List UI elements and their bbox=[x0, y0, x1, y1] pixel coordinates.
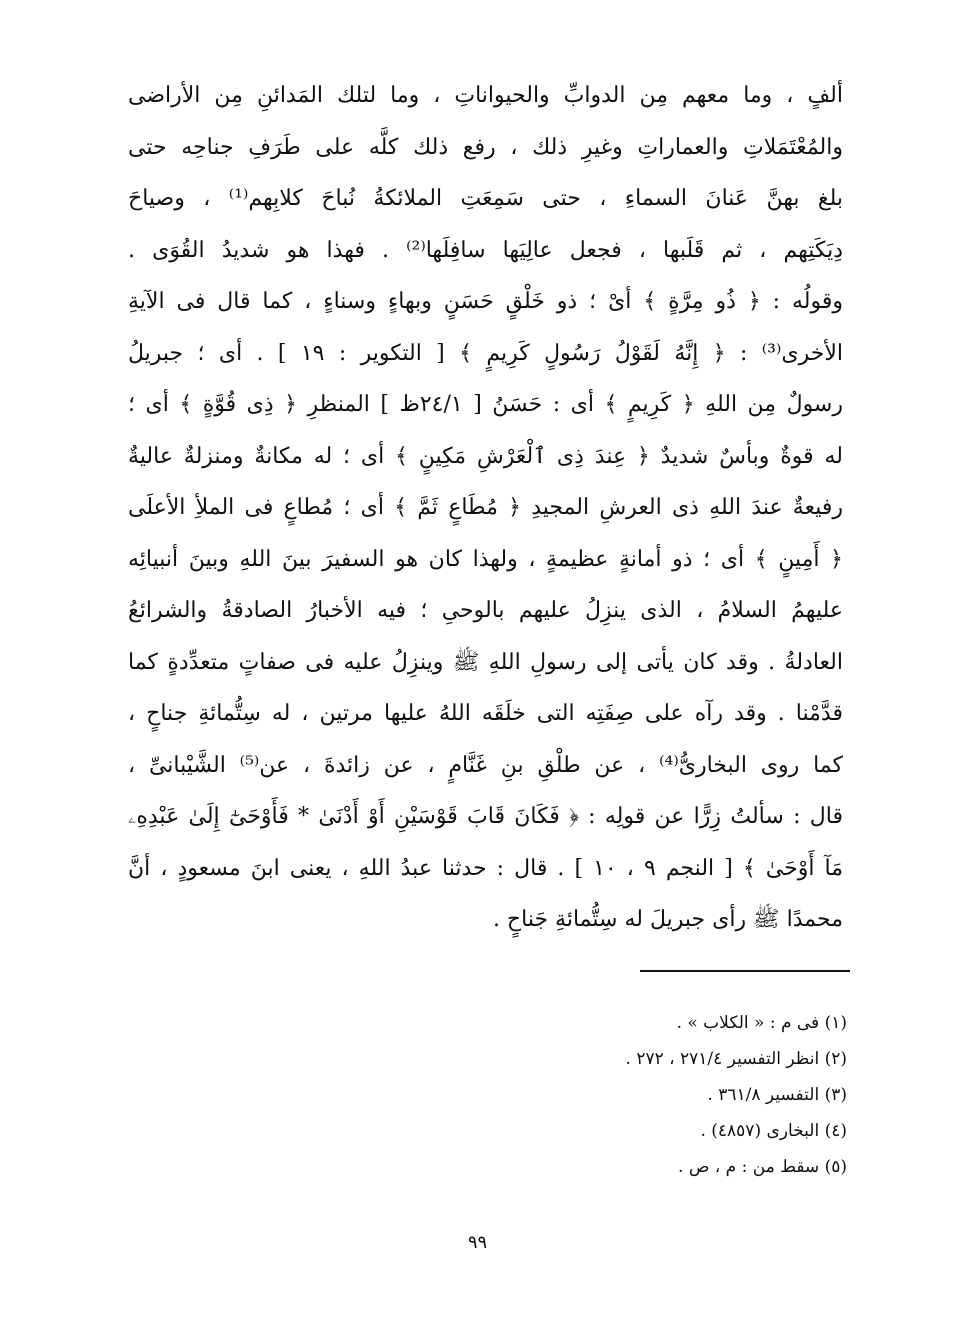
footnote: (٣) التفسير ٣٦١/٨ . bbox=[707, 1085, 847, 1105]
text-line: الأخرى⁽³⁾ : ﴿ إِنَّهُ لَقَوْلُ رَسُولٍ كَرِيمٍ ﴾ [ التكوير : ١٩ ] . أى ؛ جبريلُ bbox=[128, 340, 844, 366]
footnotes-block bbox=[347, 1005, 847, 1185]
text-line: ألفٍ ، وما معهم مِن الدوابِّ والحيواناتِ ، وما لتلك المَدائنِ مِن الأراضى bbox=[128, 83, 843, 108]
footnote: (٥) سقط من : م ، ص . bbox=[678, 1157, 847, 1177]
footnote: (٤) البخارى (٤٨٥٧) . bbox=[700, 1121, 847, 1141]
text-line: دِيَكَتِهم ، ثم قَلَبها ، فجعل عالِيَها سافِلَها⁽²⁾ . فهذا هو شديدُ القُوَى . bbox=[128, 237, 843, 263]
text-line: قال : سألتُ زِرًّا عن قولِه : ﴿ فَكَانَ قَابَ قَوْسَيْنِ أَوْ أَدْنَىٰ * فَأَوْحَىٰٓ إِلَىٰ عَبْدِهِۦ bbox=[128, 804, 843, 829]
text-line: مَآ أَوْحَىٰ ﴾ [ النجم ٩ ، ١٠ ] . قال : حدثنا عبدُ اللهِ ، يعنى ابنَ مسعودٍ ، أنَّ bbox=[128, 855, 843, 881]
footnote: (٢) انظر التفسير ٢٧١/٤ ، ٢٧٢ . bbox=[625, 1049, 847, 1069]
main-text-block bbox=[128, 70, 843, 946]
text-line: رفيعةٌ عندَ اللهِ ذى العرشِ المجيدِ ﴿ مُطَاعٍ ثَمَّ ﴾ أى ؛ مُطاعٍ فى الملأِ الأعلَى bbox=[128, 495, 843, 520]
text-line-last: محمدًا ﷺ رأى جبريلَ له سِتُّمائةِ جَناحٍ . bbox=[492, 907, 843, 932]
text-line: كما روى البخارىُّ⁽⁴⁾ ، عن طلْقِ بنِ غَنَّامٍ ، عن زائدةَ ، عن⁽⁵⁾ الشَّيْبانىِّ ، bbox=[128, 752, 843, 778]
footnote-separator bbox=[640, 970, 850, 972]
text-line: العادلةُ . وقد كان يأتى إلى رسولِ اللهِ ﷺ وينزِلُ عليه فى صفاتٍ متعدِّدةٍ كما bbox=[128, 649, 843, 675]
text-line: رسولٌ مِن اللهِ ﴿ كَرِيمٍ ﴾ أى : حَسَنُ [ ٢٤/١ظ ] المنظرِ ﴿ ذِى قُوَّةٍ ﴾ أى ؛ bbox=[128, 392, 843, 417]
text-line: له قوةٌ وبأسٌ شديدٌ ﴿ عِندَ ذِى ٱلْعَرْشِ مَكِينٍ ﴾ أى ؛ له مكانةٌ ومنزلةٌ عاليةٌ bbox=[128, 443, 843, 469]
text-line: والمُعْتَمَلاتِ والعماراتِ وغيرِ ذلك ، رفع ذلك كلَّه على طَرَفِ جناحِه حتى bbox=[128, 134, 843, 160]
text-line: ﴿ أَمِينٍ ﴾ أى ؛ ذو أمانةٍ عظيمةٍ ، ولهذا كان هو السفيرَ بينَ اللهِ وبينَ أنبيائِه bbox=[128, 546, 843, 572]
text-line: عليهمُ السلامُ ، الذى ينزِلُ عليهم بالوحىِ ؛ فيه الأخبارُ الصادقةُ والشرائعُ bbox=[128, 598, 843, 623]
text-line: وقولُه : ﴿ ذُو مِرَّةٍ ﴾ أىْ ؛ ذو خَلْقٍ حَسَنٍ وبهاءٍ وسناءٍ ، كما قال فى الآيةِ bbox=[128, 289, 843, 314]
text-line: قدَّمْنا . وقد رآه على صِفَتِه التى خلَقَه اللهُ عليها مرتين ، له سِتُّمائةِ جناحٍ ، bbox=[128, 701, 843, 726]
footnote: (١) فى م : « الكلاب » . bbox=[676, 1013, 847, 1033]
page-number: ٩٩ bbox=[467, 1232, 488, 1253]
text-line: بلغ بهنَّ عَنانَ السماءِ ، حتى سَمِعَتِ الملائكةُ نُباحَ كلابِهم⁽¹⁾ ، وصياحَ bbox=[128, 186, 843, 211]
